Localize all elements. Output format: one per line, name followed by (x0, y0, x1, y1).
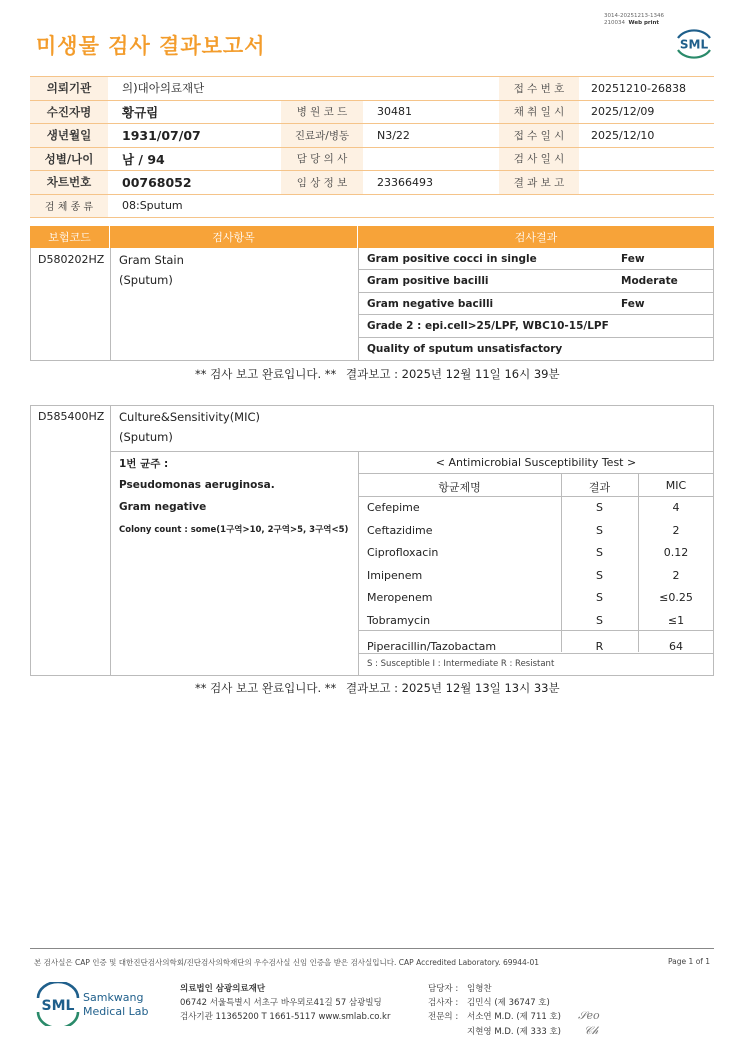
chart-value: 00768052 (122, 174, 192, 190)
sex-age-label: 성별/나이 (30, 148, 108, 171)
col-result-header: 결과 (588, 481, 611, 494)
result-value-1: Few (621, 253, 645, 265)
receipt-date-label: 접 수 일 시 (499, 124, 579, 147)
samkwang-logo-abbr: SML (41, 998, 75, 1014)
col-mic-header: MIC (665, 479, 687, 492)
sex-age-value: 남 / 94 (122, 151, 165, 167)
drug-mic: ≤1 (667, 613, 685, 627)
info-row-patient (30, 101, 714, 125)
drug-mic: 4 (672, 501, 680, 514)
info-row-sex-age (30, 148, 714, 172)
specialist-2: 지현영 M.D. (제 333 호) (467, 1027, 562, 1037)
info-row-birth (30, 124, 714, 148)
gram-stain-item: Gram Stain (119, 253, 184, 267)
hospital-code-value: 30481 (377, 105, 412, 119)
footer-divider (30, 948, 714, 949)
birth-label: 생년월일 (30, 124, 108, 147)
drug-name: Imipenem (367, 568, 423, 582)
result-row-4: Grade 2 : epi.cell>25/LPF, WBC10-15/LPF (367, 320, 609, 332)
samkwang-logo-line1: Samkwang (83, 991, 144, 1004)
requester-label: 의뢰기관 (30, 77, 108, 100)
drug-mic: 64 (669, 640, 683, 653)
receipt-no-label: 접 수 번 호 (499, 77, 579, 100)
patient-label: 수진자명 (30, 101, 108, 124)
colony-count: Colony count : some(1구역>10, 2구역>5, 3구역<5) (119, 525, 349, 535)
culture-complete: ** 검사 보고 완료입니다. ** (195, 681, 337, 695)
sml-logo-top-text: SML (679, 37, 709, 52)
culture-report-time: 결과보고 : 2025년 12월 13일 13시 33분 (346, 681, 560, 695)
drug-name: Ceftazidime (367, 523, 433, 537)
doctor-label: 담 당 의 사 (281, 148, 363, 171)
certification-note: 본 검사실은 CAP 인증 및 대한진단검사의학회/진단검사의학재단의 우수검사실 신임 인증을 받은 검사실입니다. CAP Accredited Laboratory. 69944-01 (34, 958, 540, 967)
drug-result: S (596, 568, 603, 582)
hospital-code-label: 병 원 코 드 (281, 101, 363, 124)
manager-value: 임형찬 (467, 984, 492, 994)
drug-name: Ciprofloxacin (367, 546, 439, 559)
clinical-value: 23366493 (377, 175, 433, 189)
print-code-line2: 210034 (604, 20, 625, 26)
drug-name: Tobramycin (367, 613, 431, 627)
col-drug-header: 항균제명 (438, 481, 481, 494)
ast-legend: S : Susceptible I : Intermediate R : Resistant (367, 659, 555, 669)
header-test-result: 검사결과 (514, 231, 558, 244)
birth-value: 1931/07/07 (122, 127, 201, 143)
culture-specimen: (Sputum) (119, 430, 173, 444)
signature-1-icon: 𝒮𝑒𝑜 (578, 1009, 600, 1022)
dept-value: N3/22 (377, 128, 410, 142)
result-row-3: Gram negative bacilli (367, 298, 494, 310)
tester-value: 김민식 (제 36747 호) (467, 998, 550, 1008)
test-date-label: 검 사 일 시 (499, 148, 579, 171)
gram-stain-code: D580202HZ (38, 253, 105, 266)
patient-info-table (30, 76, 714, 218)
print-code (604, 13, 664, 27)
header-insurance-code: 보험코드 (30, 226, 110, 248)
manager-label: 담당자 : (428, 984, 459, 994)
sml-logo-top-icon (674, 24, 714, 62)
organism-name: Pseudomonas aeruginosa. (119, 479, 275, 491)
drug-mic: 0.12 (663, 546, 689, 559)
report-title: 미생물 검사 결과보고서 (36, 34, 266, 58)
gram-stain-report-time: 결과보고 : 2025년 12월 11일 16시 39분 (346, 367, 560, 381)
info-row-requester (30, 77, 714, 101)
drug-result: S (596, 501, 603, 514)
gram-stain-complete: ** 검사 보고 완료입니다. ** (195, 367, 337, 381)
clinical-label: 임 상 정 보 (281, 171, 363, 194)
drug-name: Meropenem (367, 591, 433, 604)
result-row-2: Gram positive bacilli (367, 275, 489, 287)
result-row-1: Gram positive cocci in single (367, 253, 537, 265)
requester-value: 의)대아의료재단 (122, 81, 205, 96)
drug-result: S (596, 546, 603, 559)
result-table-header (30, 226, 714, 248)
info-row-chart (30, 171, 714, 195)
drug-mic: 2 (672, 523, 680, 537)
culture-sensitivity-block (30, 405, 714, 676)
header-test-item: 검사항목 (110, 226, 358, 248)
specimen-value: 08:Sputum (122, 199, 183, 213)
test-date-value (579, 148, 714, 171)
gram-stain-block (30, 248, 714, 361)
samkwang-logo-line2: Medical Lab (83, 1005, 149, 1018)
result-row-5: Quality of sputum unsatisfactory (367, 343, 563, 355)
dept-label: 진료과/병동 (281, 124, 363, 147)
org-contact: 검사기관 11365200 T 1661-5117 www.smlab.co.kr (180, 1012, 391, 1022)
org-name: 의료법인 삼광의료재단 (180, 984, 266, 994)
doctor-value (363, 148, 499, 171)
chart-label: 차트번호 (30, 171, 108, 194)
report-value (579, 171, 714, 194)
specialist-1: 서소연 M.D. (제 711 호) (467, 1012, 562, 1022)
page-number: Page 1 of 1 (668, 957, 711, 966)
drug-name: Piperacillin/Tazobactam (367, 640, 497, 653)
collect-date-label: 채 취 일 시 (499, 101, 579, 124)
drug-name: Cefepime (367, 501, 420, 514)
specialist-label: 전문의 : (428, 1012, 459, 1022)
drug-result: S (596, 523, 603, 537)
tester-label: 검사자 : (428, 998, 459, 1008)
print-code-line1: 3014-20251213-1346 (604, 13, 664, 19)
ast-title: < Antimicrobial Susceptibility Test > (435, 456, 637, 469)
info-row-specimen (30, 195, 714, 219)
drug-mic: ≤0.25 (659, 591, 693, 604)
gram-stain-specimen: (Sputum) (119, 273, 173, 287)
gram-type: Gram negative (119, 501, 207, 513)
result-value-2: Moderate (621, 275, 678, 287)
receipt-no-value: 20251210-26838 (591, 81, 686, 95)
report-label: 결 과 보 고 (499, 171, 579, 194)
patient-value: 황규림 (122, 104, 159, 120)
specimen-label: 검 체 종 류 (30, 195, 108, 218)
strain-label: 1번 균주 : (119, 458, 169, 470)
receipt-date-value: 2025/12/10 (591, 128, 655, 142)
result-value-3: Few (621, 298, 645, 310)
culture-code: D585400HZ (38, 410, 105, 423)
culture-item: Culture&Sensitivity(MIC) (119, 410, 261, 424)
drug-result: S (596, 591, 603, 604)
signature-2-icon: 𝒞𝒽 (584, 1024, 599, 1037)
drug-mic: 2 (672, 568, 680, 582)
print-code-tag: Web print (628, 20, 660, 26)
org-address: 06742 서울특별시 서초구 바우뫼로41길 57 삼광빌딩 (180, 998, 382, 1008)
collect-date-value: 2025/12/09 (591, 105, 655, 119)
drug-result: R (595, 640, 604, 653)
drug-result: S (596, 613, 603, 627)
samkwang-logo-icon (36, 982, 156, 1026)
